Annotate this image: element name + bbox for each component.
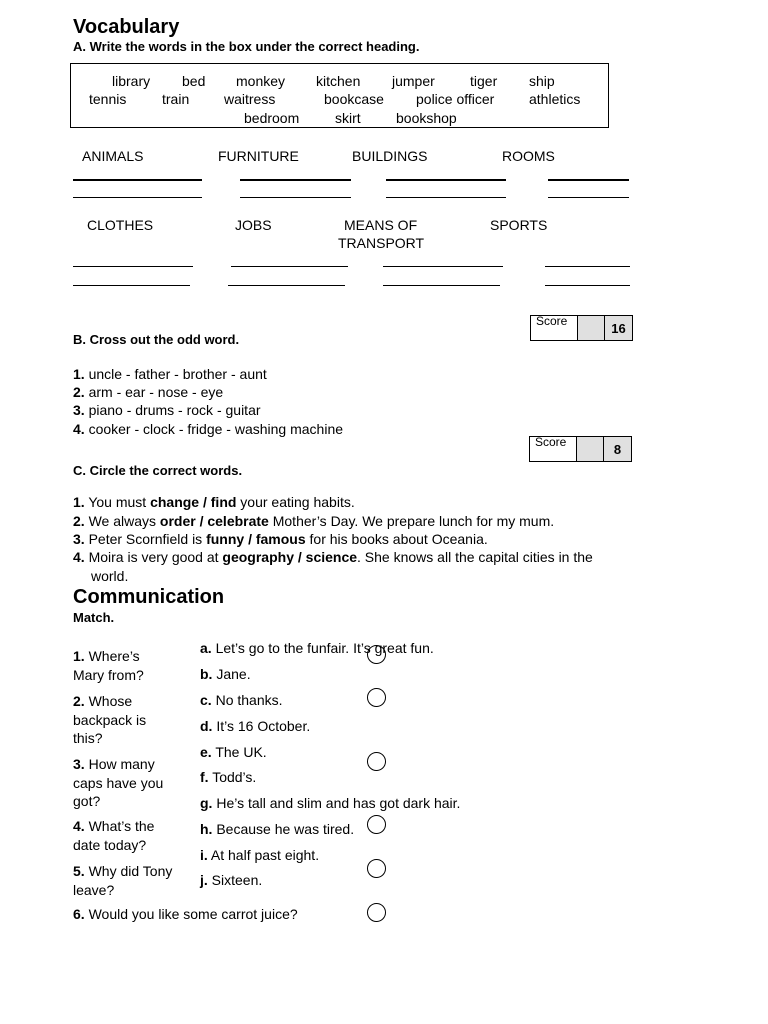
word-train: train (162, 91, 190, 107)
answer-line[interactable] (73, 285, 190, 286)
answer-line[interactable] (386, 179, 506, 181)
answer-line[interactable] (228, 285, 345, 286)
list-item: 1. You must change / find your eating habits. (73, 494, 355, 510)
answer-line[interactable] (231, 266, 348, 267)
heading-sports: SPORTS (490, 217, 548, 233)
part-a-instruction: A. Write the words in the box under the correct heading. (73, 39, 420, 54)
word-choice[interactable]: order / celebrate (159, 513, 269, 529)
list-item: 2. arm - ear - nose - eye (73, 384, 224, 400)
answer-line[interactable] (383, 266, 503, 267)
list-item: 4. cooker - clock - fridge - washing machine (73, 421, 344, 437)
list-item: 3. Peter Scornfield is funny / famous for his books about Oceania. (73, 531, 488, 547)
part-c-instruction: C. Circle the correct words. (73, 463, 243, 478)
answer-item: j. Sixteen. (200, 872, 263, 888)
answer-item: i. At half past eight. (200, 847, 320, 863)
heading-jobs: JOBS (235, 217, 272, 233)
list-item: 3. piano - drums - rock - guitar (73, 402, 261, 418)
score-box-a (530, 315, 633, 341)
heading-buildings: BUILDINGS (352, 148, 428, 164)
answer-line[interactable] (545, 285, 630, 286)
word-choice[interactable]: geography / science (222, 549, 358, 565)
answer-line[interactable] (73, 266, 193, 267)
answer-item: e. The UK. (200, 744, 267, 760)
word-athletics: athletics (529, 91, 581, 107)
answer-item: b. Jane. (200, 666, 251, 682)
word-bed: bed (182, 73, 206, 89)
answer-circle[interactable] (367, 752, 386, 771)
word-bedroom: bedroom (244, 110, 300, 126)
vocabulary-title: Vocabulary (73, 16, 180, 38)
list-item: 1. uncle - father - brother - aunt (73, 366, 267, 382)
heading-clothes: CLOTHES (87, 217, 154, 233)
answer-item: c. No thanks. (200, 692, 283, 708)
answer-item: g. He’s tall and slim and has got dark hair. (200, 795, 461, 811)
part-b-instruction: B. Cross out the odd word. (73, 332, 240, 347)
heading-transport: TRANSPORT (338, 235, 425, 251)
question-item: 5. Why did Tony leave? (73, 863, 173, 898)
word-bookcase: bookcase (324, 91, 384, 107)
heading-rooms: ROOMS (502, 148, 555, 164)
heading-means-of: MEANS OF (344, 217, 418, 233)
communication-title: Communication (73, 586, 225, 608)
answer-item: h. Because he was tired. (200, 821, 355, 837)
answer-circle[interactable] (367, 815, 386, 834)
word-choice[interactable]: change / find (150, 494, 237, 510)
answer-circle[interactable] (367, 859, 386, 878)
match-instruction: Match. (73, 610, 115, 625)
heading-animals: ANIMALS (82, 148, 144, 164)
answer-line[interactable] (386, 197, 506, 198)
question-item: 1. Where’s Mary from? (73, 648, 144, 683)
score-label: Score (530, 315, 578, 341)
answer-line[interactable] (548, 197, 629, 198)
score-value: 8 (604, 436, 632, 462)
word-tiger: tiger (470, 73, 498, 89)
word-waitress: waitress (224, 91, 276, 107)
answer-line[interactable] (240, 179, 351, 181)
word-police-officer: police officer (416, 91, 495, 107)
word-jumper: jumper (392, 73, 435, 89)
word-ship: ship (529, 73, 555, 89)
question-item: 2. Whose backpack is this? (73, 693, 147, 746)
answer-line[interactable] (545, 266, 630, 267)
answer-line[interactable] (548, 179, 629, 181)
word-tennis: tennis (89, 91, 127, 107)
word-skirt: skirt (335, 110, 361, 126)
word-library: library (112, 73, 151, 89)
question-item: 3. How many caps have you got? (73, 756, 164, 809)
question-item: 6. Would you like some carrot juice? (73, 906, 298, 922)
word-kitchen: kitchen (316, 73, 361, 89)
answer-item: a. Let’s go to the funfair. It’s great fun. (200, 640, 434, 656)
answer-line[interactable] (383, 285, 500, 286)
score-blank[interactable] (577, 436, 604, 462)
word-choice[interactable]: funny / famous (206, 531, 306, 547)
word-bookshop: bookshop (396, 110, 457, 126)
question-item: 4. What’s the date today? (73, 818, 155, 853)
score-value: 16 (605, 315, 633, 341)
list-item-continuation: world. (91, 568, 129, 584)
answer-item: d. It’s 16 October. (200, 718, 311, 734)
heading-furniture: FURNITURE (218, 148, 299, 164)
answer-circle[interactable] (367, 688, 386, 707)
score-label: Score (529, 436, 577, 462)
score-blank[interactable] (578, 315, 605, 341)
answer-circle[interactable] (367, 903, 386, 922)
list-item: 4. Moira is very good at geography / science. She knows all the capital cities in the (73, 549, 593, 565)
answer-line[interactable] (73, 179, 202, 181)
word-monkey: monkey (236, 73, 286, 89)
answer-line[interactable] (240, 197, 351, 198)
list-item: 2. We always order / celebrate Mother’s Day. We prepare lunch for my mum. (73, 513, 555, 529)
answer-item: f. Todd’s. (200, 769, 257, 785)
score-box-b (529, 436, 632, 462)
answer-circle[interactable] (367, 645, 386, 664)
answer-line[interactable] (73, 197, 202, 198)
